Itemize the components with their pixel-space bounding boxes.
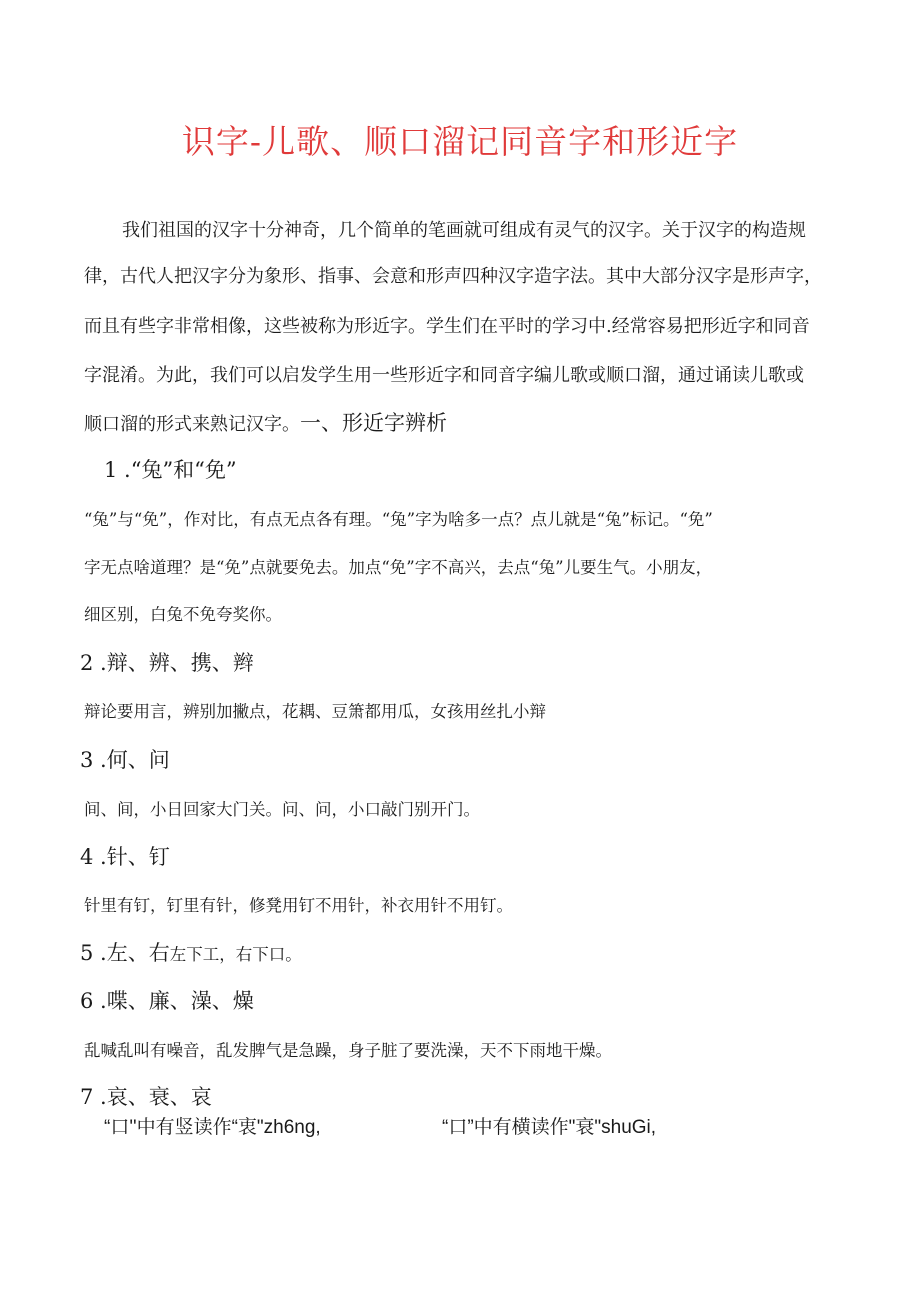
intro-line-2: 律，古代人把汉字分为象形、指事、会意和形声四种汉字造字法。其中大部分汉字是形声字，	[84, 266, 822, 287]
intro-line-4: 字混淆。为此，我们可以启发学生用一些形近字和同音字编儿歌或顺口溜，通过诵读儿歌或	[84, 365, 804, 386]
section-heading: 一、形近字辨析	[300, 411, 447, 435]
item-6-heading: 6 .喋、廉、澡、燥	[80, 989, 254, 1013]
item-5-line	[80, 943, 302, 964]
item-1-line-3: 细区别，白兔不免夸奖你。	[84, 605, 282, 624]
item-5-heading: 5 .左、右	[80, 941, 170, 965]
intro-line-5	[84, 413, 447, 434]
item-7-line-right: “口”中有横读作"衰"shuGi,	[442, 1117, 657, 1138]
item-6-line-1: 乱喊乱叫有噪音，乱发脾气是急躁，身子脏了要洗澡，天不下雨地干燥。	[84, 1041, 612, 1060]
item-2-line-1: 辩论要用言，辨别加撇点，花耦、豆箫都用瓜，女孩用丝扎小辩	[84, 702, 546, 721]
item-4-line-1: 针里有钉，钉里有针，修凳用钉不用针，补衣用针不用钉。	[84, 896, 513, 915]
item-1-heading: 1 .“兔”和“免”	[104, 458, 237, 482]
item-1-line-1: “兔”与“免”，作对比，有点无点各有理。“兔”字为啥多一点？点儿就是“兔”标记。“免”	[84, 510, 713, 529]
item-3-line-1: 间、间，小日回家大门关。问、问，小口敲门别开门。	[84, 800, 480, 819]
document-title: 识字-儿歌、顺口溜记同音字和形近字	[181, 122, 739, 161]
intro-line-3: 而且有些字非常相像，这些被称为形近字。学生们在平时的学习中.经常容易把形近字和同音	[84, 316, 810, 337]
item-2-heading: 2 .辩、辨、携、辫	[80, 651, 254, 675]
item-5-tail: 左下工，右下口。	[169, 945, 302, 964]
item-1-line-2: 字无点啥道理？是“免”点就要免去。加点“免”字不高兴，去点“兔”儿要生气。小朋友，	[84, 558, 713, 577]
item-4-heading: 4 .针、钉	[80, 845, 170, 869]
intro-line-1: 我们祖国的汉字十分神奇，几个简单的笔画就可组成有灵气的汉字。关于汉字的构造规	[122, 220, 806, 241]
item-3-heading: 3 .何、问	[80, 748, 170, 772]
intro-last-text: 顺口溜的形式来熟记汉字。	[84, 414, 300, 435]
item-7-heading: 7 .哀、衰、哀	[80, 1085, 212, 1109]
item-7-line-left: “口''中有竖读作“衷"zh6ng,	[104, 1117, 321, 1138]
